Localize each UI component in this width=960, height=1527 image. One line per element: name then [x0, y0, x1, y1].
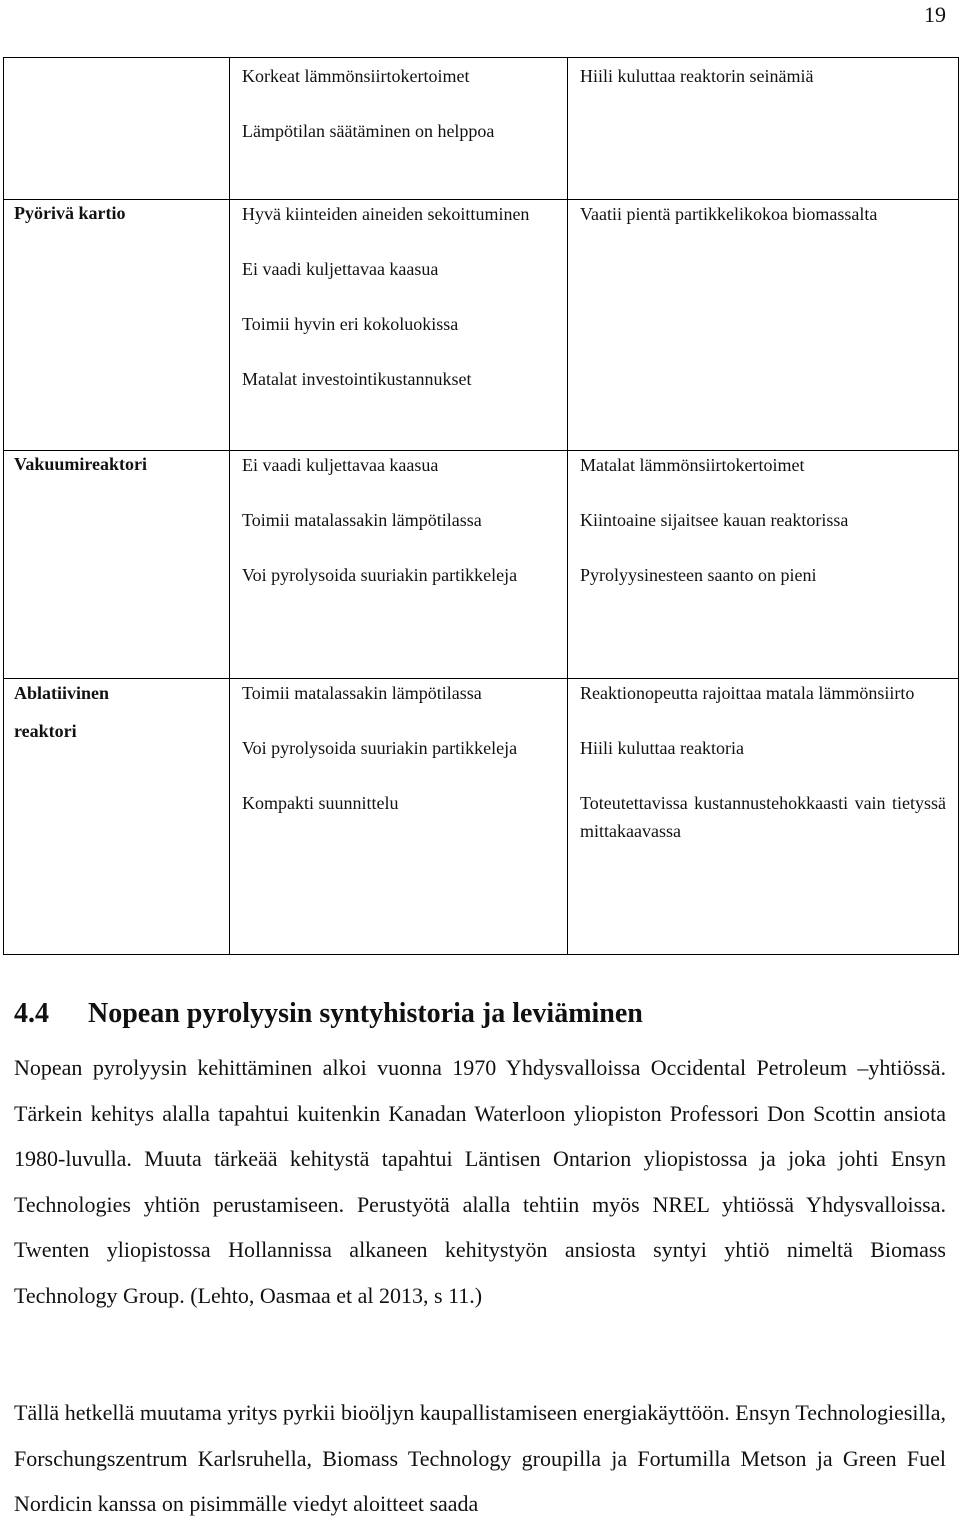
reactor-name-line: reaktori — [14, 721, 77, 741]
page-number: 19 — [924, 2, 946, 27]
advantages-cell — [230, 200, 568, 451]
advantage-item: Ei vaadi kuljettavaa kaasua — [242, 259, 439, 279]
disadvantages-cell — [568, 451, 959, 679]
advantage-item: Kompakti suunnittelu — [242, 793, 399, 813]
body-paragraph: Tällä hetkellä muutama yritys pyrkii bioöljyn kaupallistamiseen energiakäyttöön. Ensyn Technologiesilla, Forschungszentrum Karlsruhella, Biomass Technology groupilla ja Fortumilla Metson ja Green Fuel Nordicin kanssa on pisimmälle viedyt aloitteet saada — [14, 1400, 946, 1516]
reactor-name: Vakuumireaktori — [14, 454, 148, 474]
reactor-name-cell — [4, 679, 230, 955]
advantage-item: Toimii matalassakin lämpötilassa — [242, 683, 482, 703]
advantage-item: Matalat investointikustannukset — [242, 369, 472, 389]
advantage-item: Ei vaadi kuljettavaa kaasua — [242, 455, 439, 475]
disadvantage-item: Vaatii pientä partikkelikokoa biomassalta — [580, 204, 878, 224]
section-heading — [14, 996, 643, 1032]
table-row — [4, 58, 959, 200]
disadvantages-cell — [568, 679, 959, 955]
reactor-comparison-table — [3, 57, 959, 955]
disadvantage-item: Matalat lämmönsiirtokertoimet — [580, 455, 805, 475]
reactor-name-line: Ablatiivinen — [14, 683, 110, 703]
reactor-name-cell — [4, 451, 230, 679]
table-row — [4, 679, 959, 955]
reactor-name-cell — [4, 58, 230, 200]
reactor-name: Pyörivä kartio — [14, 203, 126, 223]
disadvantages-cell — [568, 58, 959, 200]
advantage-item: Toimii matalassakin lämpötilassa — [242, 510, 482, 530]
disadvantage-item: Pyrolyysinesteen saanto on pieni — [580, 565, 817, 585]
disadvantage-item: Toteutettavissa kustannustehokkaasti vain tietyssä mittakaavassa — [580, 793, 946, 841]
disadvantages-cell — [568, 200, 959, 451]
disadvantage-item: Reaktionopeutta rajoittaa matala lämmönsiirto — [580, 683, 915, 703]
disadvantage-item: Hiili kuluttaa reaktoria — [580, 738, 744, 758]
advantage-item: Voi pyrolysoida suuriakin partikkeleja — [242, 565, 518, 585]
table-row — [4, 200, 959, 451]
advantages-cell — [230, 679, 568, 955]
advantage-item: Hyvä kiinteiden aineiden sekoittuminen — [242, 204, 530, 224]
advantages-cell — [230, 58, 568, 200]
advantage-item: Toimii hyvin eri kokoluokissa — [242, 314, 459, 334]
disadvantage-item: Hiili kuluttaa reaktorin seinämiä — [580, 66, 814, 86]
reactor-name-cell — [4, 200, 230, 451]
advantage-item: Voi pyrolysoida suuriakin partikkeleja — [242, 738, 518, 758]
disadvantage-item: Kiintoaine sijaitsee kauan reaktorissa — [580, 510, 849, 530]
advantage-item: Lämpötilan säätäminen on helppoa — [242, 121, 495, 141]
section-title: Nopean pyrolyysin syntyhistoria ja leviäminen — [88, 998, 643, 1029]
section-number: 4.4 — [14, 998, 49, 1029]
advantage-item: Korkeat lämmönsiirtokertoimet — [242, 66, 470, 86]
body-paragraph: Nopean pyrolyysin kehittäminen alkoi vuonna 1970 Yhdysvalloissa Occidental Petroleum –yhtiössä. Tärkein kehitys alalla tapahtui kuitenkin Kanadan Waterloon yliopiston Professori Don Scottin ansiota 1980-luvulla. Muuta tärkeää kehitystä tapahtui Läntisen Ontarion yliopistossa ja joka johti Ensyn Technologies yhtiön perustamiseen. Perustyötä alalla tehtiin myös NREL yhtiössä Yhdysvalloissa. Twenten yliopistossa Hollannissa alkaneen kehitystyön ansiosta syntyi yhtiö nimeltä Biomass Technology Group. (Lehto, Oasmaa et al 2013, s 11.) — [14, 1055, 946, 1308]
table-row — [4, 451, 959, 679]
advantages-cell — [230, 451, 568, 679]
